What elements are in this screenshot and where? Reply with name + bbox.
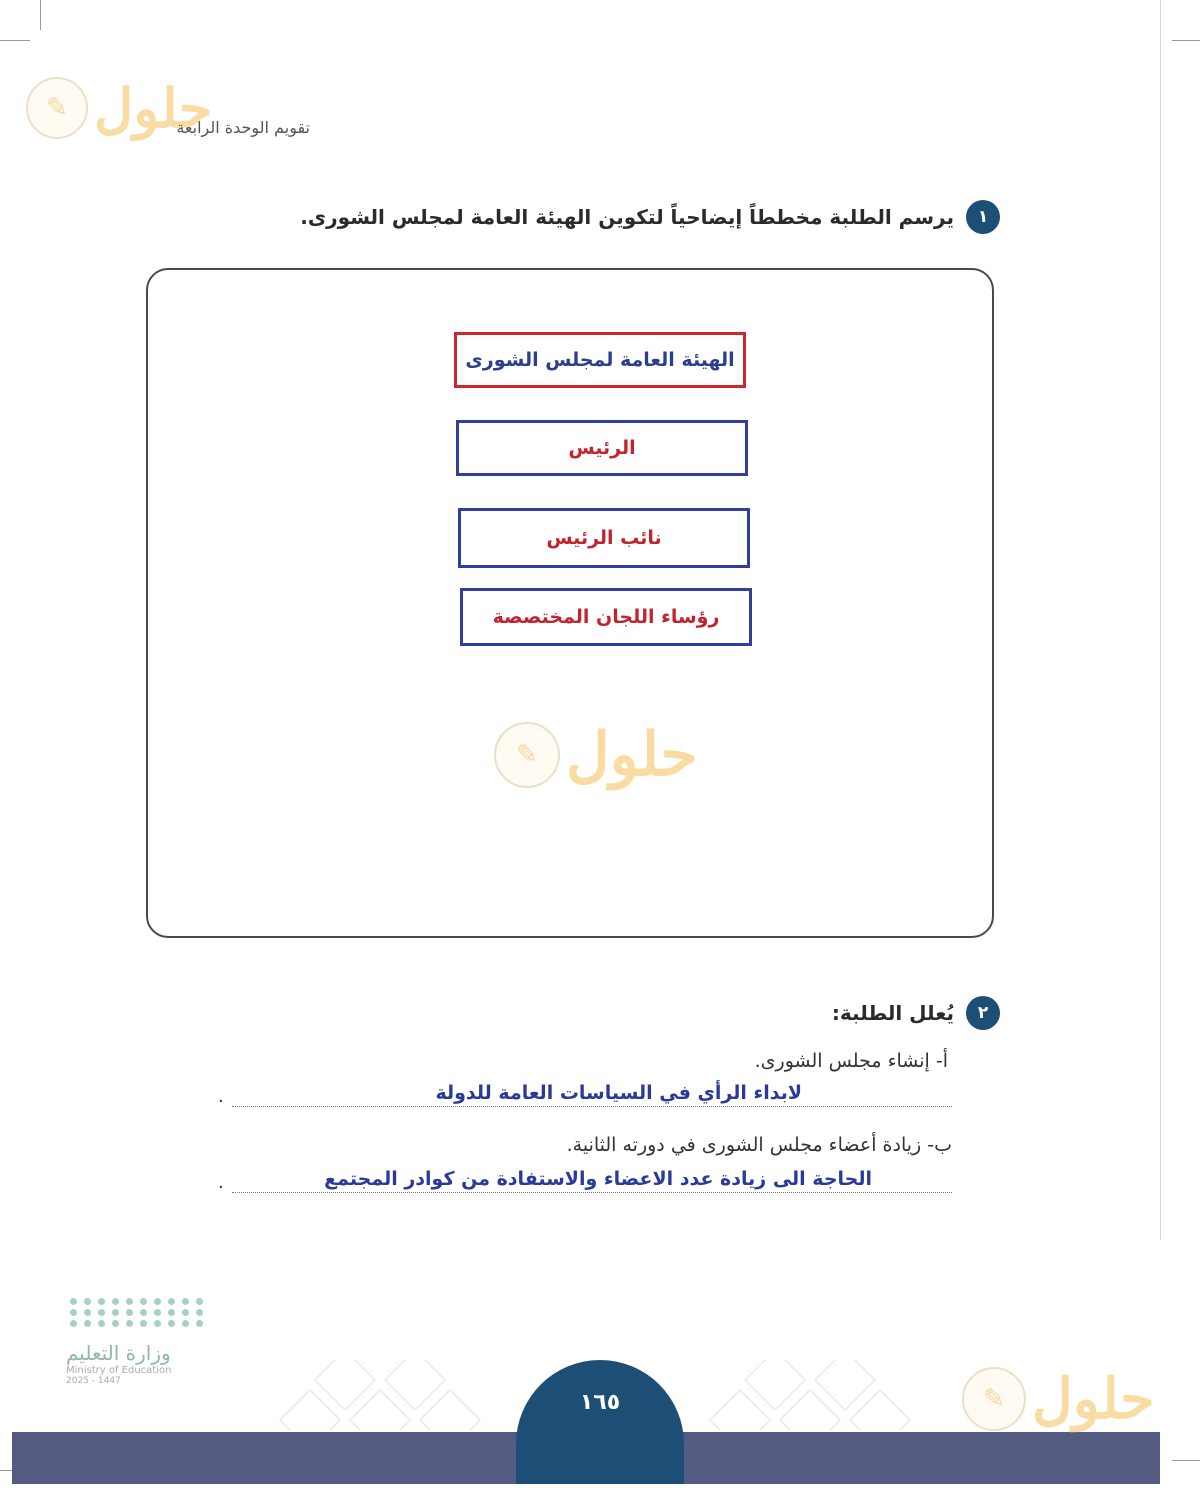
diagram-box-president: الرئيس [456, 420, 748, 476]
question-prompt: يُعلل الطلبة: [831, 1001, 954, 1025]
pencil-icon: ✎ [26, 77, 88, 139]
item-a-answer: لابداء الرأي في السياسات العامة للدولة [435, 1082, 802, 1104]
item-a-prompt: أ- إنشاء مجلس الشورى. [754, 1050, 948, 1072]
ministry-name-en: Ministry of Education [66, 1365, 172, 1376]
diagram-box-vice-president: نائب الرئيس [458, 508, 750, 568]
ministry-year: 2025 - 1447 [66, 1376, 121, 1386]
pencil-icon: ✎ [494, 722, 560, 788]
watermark-center [494, 720, 698, 790]
pencil-icon: ✎ [962, 1367, 1026, 1431]
watermark-text: حلول [1032, 1366, 1155, 1432]
item-b-period: . [218, 1172, 224, 1193]
question-2 [832, 996, 1000, 1030]
watermark-text: حلول [94, 76, 213, 140]
question-1 [300, 200, 1000, 234]
footer-pattern-right [690, 1360, 940, 1430]
ministry-logo [66, 1298, 216, 1386]
running-header: تقويم الوحدة الرابعة [176, 118, 310, 137]
item-b-answer-line [232, 1162, 952, 1193]
page-edge [1160, 0, 1161, 1240]
ministry-dots-icon [70, 1298, 216, 1327]
crop-mark-top-left-v [40, 0, 41, 30]
page-number-tab [516, 1360, 684, 1484]
question-number-badge: ٢ [966, 996, 1000, 1030]
footer-pattern-left [260, 1360, 510, 1430]
diagram-box-general-body: الهيئة العامة لمجلس الشورى [454, 332, 746, 388]
item-a-answer-line [232, 1076, 952, 1107]
page-number: ١٦٥ [579, 1390, 621, 1415]
crop-mark-top-right-h [1172, 40, 1200, 41]
question-prompt: يرسم الطلبة مخططاً إيضاحياً لتكوين الهيئة العامة لمجلس الشورى. [300, 205, 954, 229]
crop-mark-bottom-right-h [1172, 1460, 1200, 1461]
item-b-answer: الحاجة الى زيادة عدد الاعضاء والاستفادة من كوادر المجتمع [324, 1168, 872, 1190]
crop-mark-top-left-h [0, 40, 30, 41]
ministry-name-ar: وزارة التعليم [66, 1341, 171, 1365]
watermark-text: حلول [566, 720, 698, 790]
item-a-period: . [218, 1086, 224, 1107]
watermark-bottom [962, 1366, 1155, 1432]
diagram-box-committee-heads: رؤساء اللجان المختصصة [460, 588, 752, 646]
item-b-prompt: ب- زيادة أعضاء مجلس الشورى في دورته الثانية. [566, 1134, 952, 1156]
question-number-badge: ١ [966, 200, 1000, 234]
